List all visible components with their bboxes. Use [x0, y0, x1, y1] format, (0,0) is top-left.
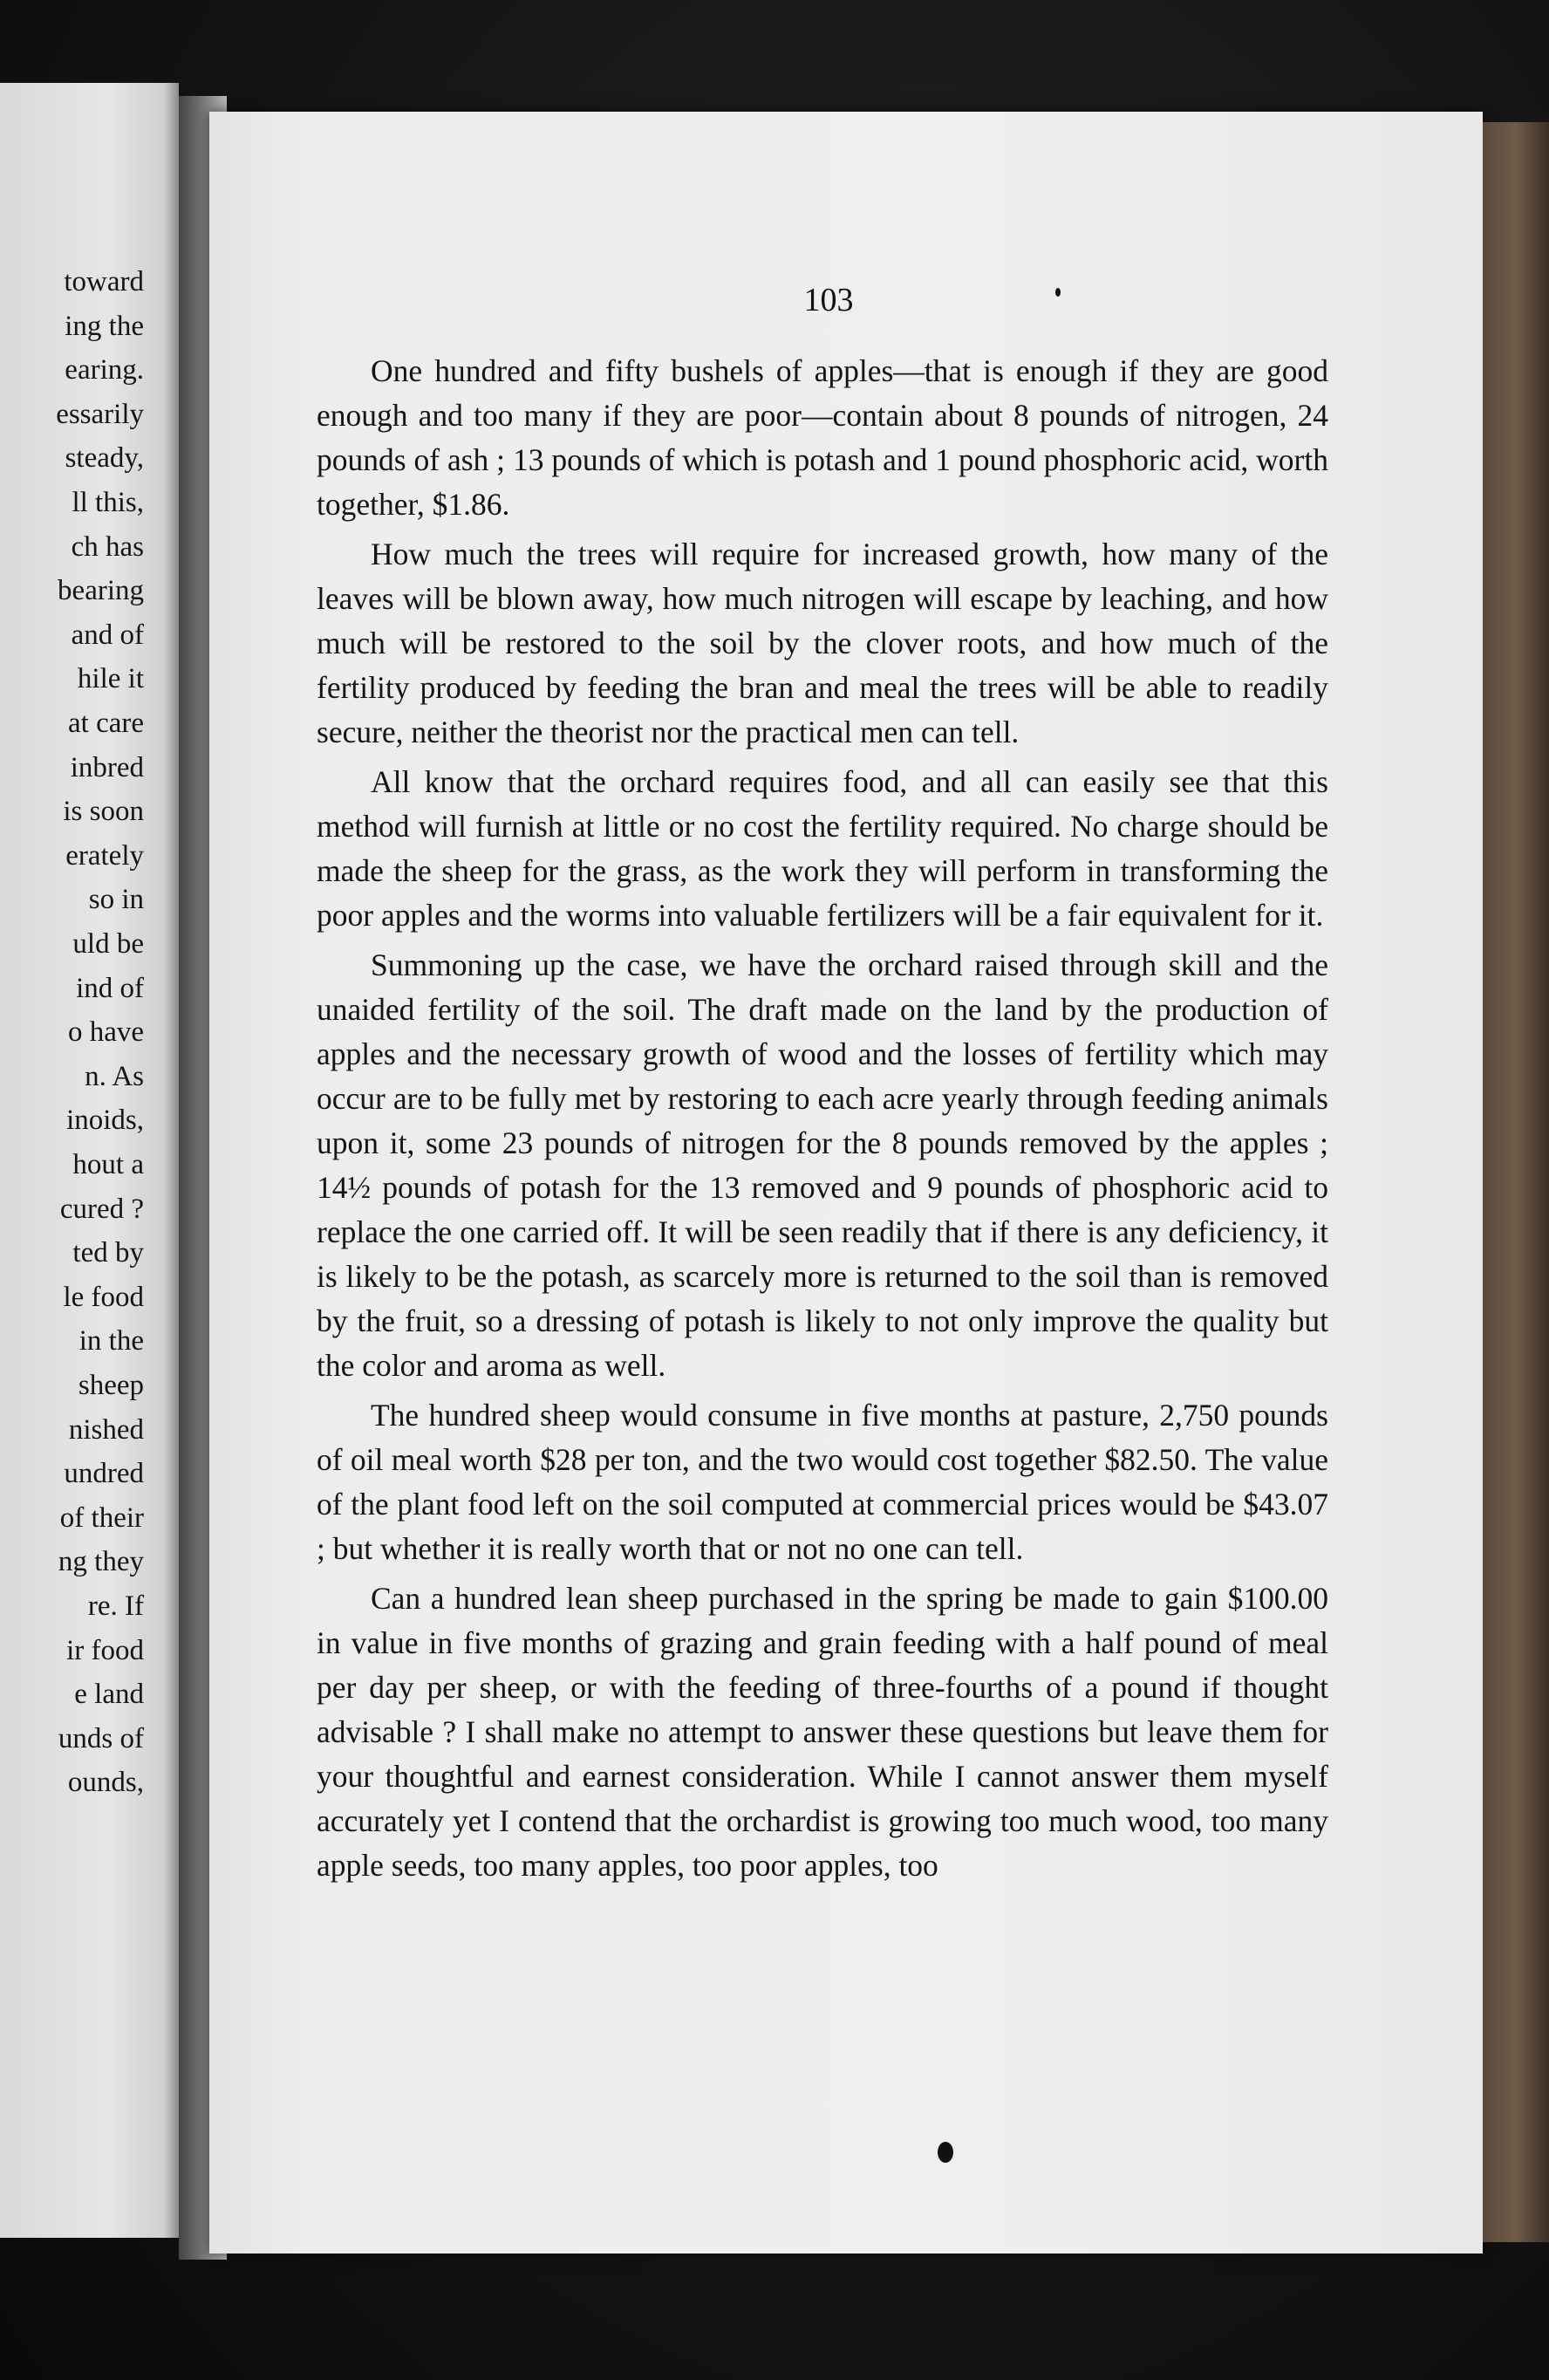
left-page-line: uld be — [72, 928, 144, 960]
paragraph-1: One hundred and fifty bushels of apples—that is enough if they are good enough and too many if they are poor—contain about 8 pounds of nitrogen, 24 pounds of ash ; 13 pounds of which is potash and 1 pound phosphoric acid, worth together, $1.86. — [317, 353, 1328, 522]
left-page-line: in the — [78, 1325, 144, 1358]
left-page-line: n. As — [85, 1060, 144, 1092]
left-page-line: at care — [68, 708, 144, 739]
left-page-line: ng they — [58, 1546, 144, 1578]
left-page-line: ing the — [65, 310, 144, 342]
paragraph-2: How much the trees will require for increased growth, how many of the leaves will be blown away, how much nitrogen will escape by leaching, and how much will be restored to the soil by the clover roots, and how much of the fertility produced by feeding the bran and meal the trees will be able to readily secure, neither the theorist nor the practical men can tell. — [317, 537, 1328, 749]
left-page-line: bearing — [58, 575, 144, 607]
left-page-line: cured ? — [59, 1193, 144, 1225]
left-page-line: steady, — [65, 442, 144, 475]
left-page-line: ounds, — [67, 1767, 144, 1799]
left-page-line: ir food — [66, 1634, 144, 1666]
left-page-line: essarily — [56, 398, 144, 430]
ink-speck — [1055, 288, 1061, 297]
paragraph-5: The hundred sheep would consume in five months at pasture, 2,750 pounds of oil meal worth $28 per ton, and the two would cost together $82.50. The value of the plant food left on the soil computed at commercial prices would be $43.07 ; but whether it is really worth that or not no one can tell. — [317, 1398, 1328, 1566]
left-page-line: inoids, — [66, 1105, 144, 1137]
left-page-line: of their — [59, 1501, 144, 1534]
left-page-line: ch has — [71, 530, 144, 563]
left-page-line: unds of — [58, 1722, 144, 1754]
page-body-text — [317, 349, 1328, 1893]
left-page-line: o have — [67, 1016, 144, 1049]
paragraph-3: All know that the orchard requires food, and all can easily see that this method will furnish at little or no cost the fertility required. No charge should be made the sheep for the grass, as the work they will perform in transforming the poor apples and the worms into valuable fertilizers will be a fair equivalent for it. — [317, 764, 1328, 933]
ink-blot — [938, 2142, 953, 2163]
left-page-line: and of — [71, 619, 144, 651]
left-page-line: hout a — [72, 1149, 144, 1180]
left-page-line: re. If — [87, 1590, 144, 1622]
left-page-line: ind of — [76, 972, 144, 1004]
left-page-line: sheep — [78, 1370, 144, 1401]
left-page-line: so in — [88, 884, 144, 916]
paragraph-6: Can a hundred lean sheep purchased in the spring be made to gain $100.00 in value in five months of grazing and grain feeding with a half pound of meal per day per sheep, or with the feeding of three-fourths of a pound if thought advisable ? I shall make no attempt to answer these questions but leave them for your thoughtful and earnest consideration. While I cannot answer them myself accurately yet I contend that the orchardist is growing too much wood, too many apple seeds, too many apples, too poor apples, too — [317, 1581, 1328, 1883]
left-page-line: nished — [68, 1413, 144, 1446]
page-number: 103 — [803, 282, 854, 318]
page-edge-strip — [1483, 122, 1549, 2242]
left-page-line: inbred — [70, 751, 144, 783]
left-page-line: is soon — [63, 796, 144, 828]
left-page-fragment — [0, 83, 179, 2238]
left-page-line: toward — [64, 266, 144, 298]
left-page-line: ted by — [72, 1237, 144, 1269]
left-page-line: hile it — [77, 663, 144, 695]
left-page-line: earing. — [65, 354, 144, 386]
left-page-line: ll this, — [72, 487, 144, 518]
left-page-line: e land — [74, 1679, 144, 1711]
paragraph-4: Summoning up the case, we have the orchard raised through skill and the unaided fertility of the soil. The draft made on the land by the production of apples and the necessary growth of wood and the losses of fertility which may occur are to be fully met by restoring to each acre yearly through feeding animals upon it, some 23 pounds of nitrogen for the 8 pounds removed by the apples ; 14½ pounds of potash for the 13 removed and 9 pounds of phosphoric acid to replace the one carried off. It will be seen readily that if there is any deficiency, it is likely to be the potash, as scarcely more is returned to the soil than is removed by the fruit, so a dressing of potash is likely to not only improve the quality but the color and aroma as well. — [317, 947, 1328, 1383]
left-page-line: undred — [64, 1458, 144, 1490]
left-page-line: erately — [65, 839, 144, 872]
left-page-line: le food — [63, 1281, 144, 1313]
